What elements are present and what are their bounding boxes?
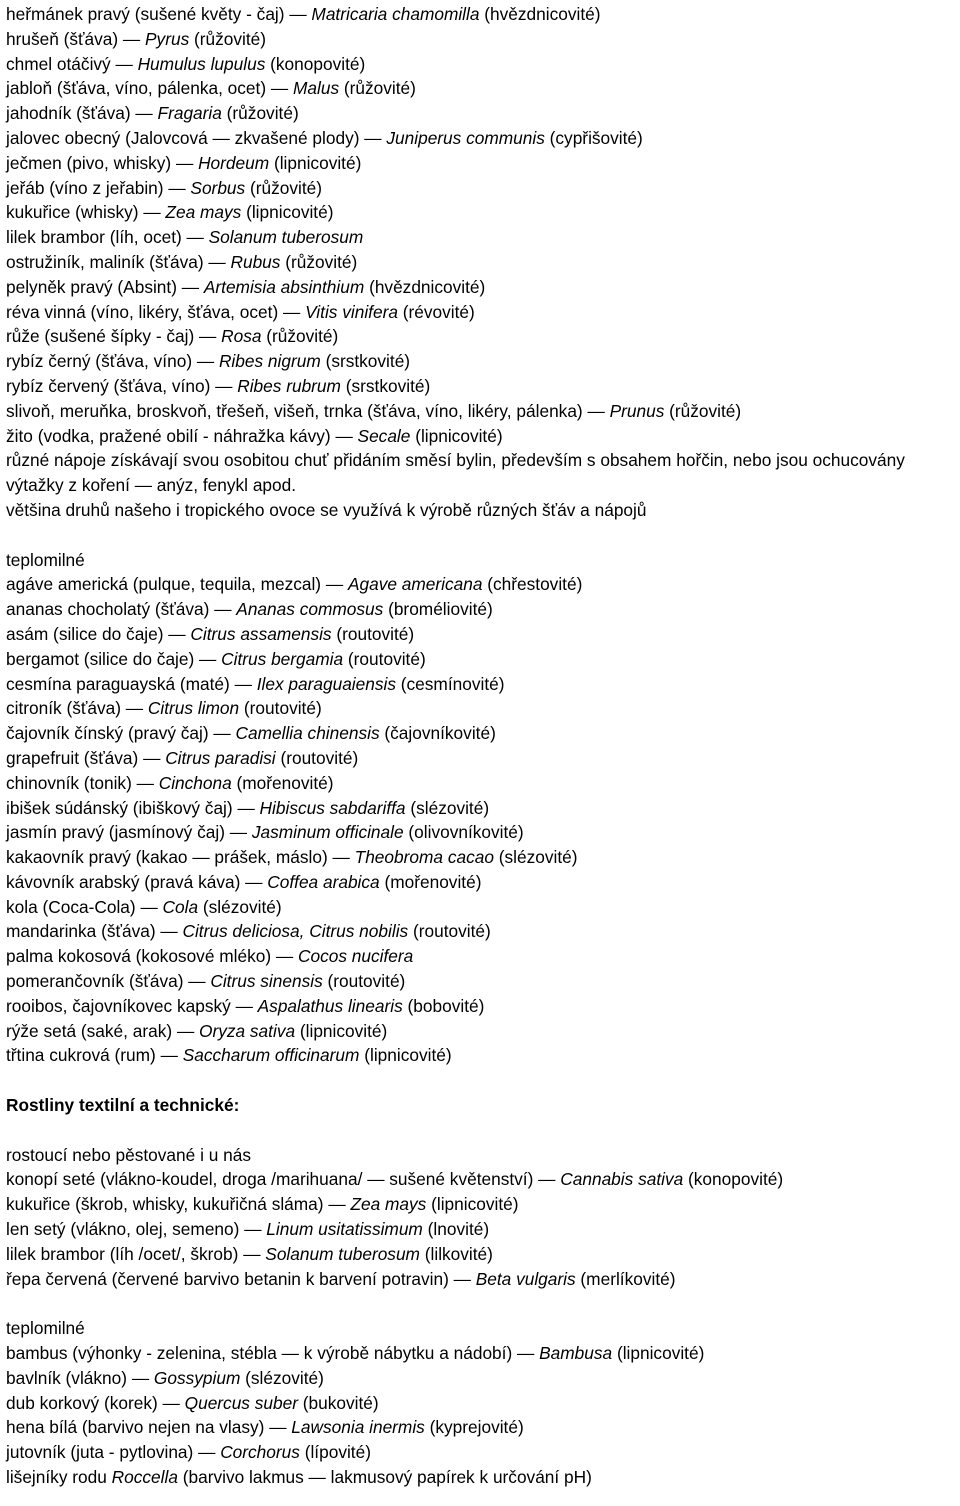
plant-latin-name: Ribes nigrum <box>218 351 321 372</box>
plant-entry <box>6 1341 960 1366</box>
plant-entry <box>6 324 960 349</box>
plant-family: (barvivo lakmus — lakmusový papírek k určování pH) <box>177 1467 592 1488</box>
plant-common-name: hrušeň (šťáva) — <box>6 28 146 49</box>
plant-entry <box>6 275 960 300</box>
plant-common-name: rybíz černý (šťáva, víno) — <box>6 351 219 372</box>
plant-common-name: agáve americká (pulque, tequila, mezcal) — <box>6 574 348 595</box>
plant-common-name: ostružiník, maliník (šťáva) — <box>6 251 231 272</box>
plant-family: (růžovité) <box>221 103 299 124</box>
plant-common-name: kávovník arabský (pravá káva) — <box>6 871 268 892</box>
plant-family: (hvězdnicovité) <box>364 276 486 297</box>
plant-latin-name: Pyrus <box>145 28 190 49</box>
plant-latin-name: Roccella <box>111 1467 178 1488</box>
plant-family: (srstkovité) <box>320 351 411 372</box>
plant-latin-name: Aspalathus linearis <box>257 995 403 1016</box>
plant-family: (slézovité) <box>240 1367 324 1388</box>
plant-entry <box>6 1366 960 1391</box>
plant-common-name: jutovník (juta - pytlovina) — <box>6 1442 221 1463</box>
section-heading-textile: Rostliny textilní a technické: <box>6 1095 240 1116</box>
plant-common-name: kukuřice (škrob, whisky, kukuřičná sláma) — <box>6 1194 351 1215</box>
plant-family: (lipnicovité) <box>241 202 334 223</box>
plant-entry <box>6 1267 960 1292</box>
plant-common-name: grapefruit (šťáva) — <box>6 747 166 768</box>
plant-latin-name: Sorbus <box>190 177 246 198</box>
plant-latin-name: Cannabis sativa <box>560 1169 684 1190</box>
plant-family: (cypřišovité) <box>544 127 643 148</box>
plant-family: (routovité) <box>343 648 426 669</box>
spacer <box>6 523 960 548</box>
plant-family: (révovité) <box>397 301 475 322</box>
textile-plants-native-list <box>6 1167 960 1291</box>
plant-entry <box>6 225 960 250</box>
plant-latin-name: Prunus <box>609 400 665 421</box>
plant-common-name: dub korkový (korek) — <box>6 1392 185 1413</box>
plant-latin-name: Citrus bergamia <box>221 648 344 669</box>
section-label-tropical: teplomilné <box>6 549 85 570</box>
plant-common-name: citroník (šťáva) — <box>6 698 148 719</box>
plant-entry <box>6 1167 960 1192</box>
plant-entry <box>6 1242 960 1267</box>
plant-entry <box>6 721 960 746</box>
plant-latin-name: Hibiscus sabdariffa <box>259 797 406 818</box>
plant-latin-name: Secale <box>357 425 411 446</box>
plant-entry <box>6 870 960 895</box>
plant-latin-name: Coffea arabica <box>267 871 380 892</box>
plant-family: (lipnicovité) <box>295 1020 388 1041</box>
plant-entry <box>6 399 960 424</box>
plant-common-name: kola (Coca-Cola) — <box>6 896 163 917</box>
plant-entry <box>6 647 960 672</box>
plant-latin-name: Quercus suber <box>184 1392 298 1413</box>
plant-family: (kyprejovité) <box>424 1417 524 1438</box>
plant-family: (lipnicovité) <box>269 152 362 173</box>
plant-entry <box>6 1391 960 1416</box>
beverage-plants-native-list <box>6 2 960 448</box>
plant-family: (konopovité) <box>683 1169 784 1190</box>
plant-latin-name: Citrus limon <box>147 698 240 719</box>
plant-common-name: lilek brambor (líh /ocet/, škrob) — <box>6 1243 266 1264</box>
plant-family: (bobovité) <box>402 995 485 1016</box>
plant-family: (cesmínovité) <box>395 673 505 694</box>
plant-latin-name: Rubus <box>230 251 281 272</box>
plant-family: (čajovníkovité) <box>379 723 496 744</box>
plant-entry <box>6 572 960 597</box>
plant-family: (růžovité) <box>664 400 742 421</box>
plant-latin-name: Bambusa <box>539 1343 613 1364</box>
plant-family: (růžovité) <box>280 251 358 272</box>
spacer <box>6 1118 960 1143</box>
plant-entry <box>6 944 960 969</box>
plant-common-name: slivoň, meruňka, broskvoň, třešeň, višeň, trnka (šťáva, víno, likéry, pálenka) — <box>6 400 610 421</box>
plant-family: (růžovité) <box>261 326 339 347</box>
plant-family: (lipnicovité) <box>426 1194 519 1215</box>
plant-common-name: kakaovník pravý (kakao — prášek, máslo) — <box>6 847 355 868</box>
plant-entry <box>6 101 960 126</box>
plant-latin-name: Lawsonia inermis <box>291 1417 425 1438</box>
plant-entry <box>6 1217 960 1242</box>
plant-common-name: kukuřice (whisky) — <box>6 202 166 223</box>
plant-entry <box>6 845 960 870</box>
plant-latin-name: Beta vulgaris <box>475 1268 576 1289</box>
plant-common-name: hena bílá (barvivo nejen na vlasy) — <box>6 1417 292 1438</box>
plant-entry <box>6 820 960 845</box>
plant-common-name: len setý (vlákno, olej, semeno) — <box>6 1219 267 1240</box>
plant-latin-name: Saccharum officinarum <box>182 1045 360 1066</box>
plant-latin-name: Linum usitatissimum <box>266 1219 423 1240</box>
plant-latin-name: Cinchona <box>158 772 232 793</box>
plant-entry <box>6 895 960 920</box>
plant-family: (routovité) <box>275 747 359 768</box>
plant-family: (lipnicovité) <box>359 1045 452 1066</box>
paragraph-flavors: různé nápoje získávají svou osobitou chuť přidáním směsí bylin, především s obsahem hořčin, nebo jsou ochucovány výtažky z koření — anýz, fenykl apod. <box>6 450 905 496</box>
plant-family: (slézovité) <box>198 896 282 917</box>
plant-latin-name: Solanum tuberosum <box>208 227 364 248</box>
plant-common-name: bambus (výhonky - zelenina, stébla — k výrobě nábytku a nádobí) — <box>6 1343 540 1364</box>
plant-latin-name: Fragaria <box>157 103 222 124</box>
plant-latin-name: Rosa <box>221 326 262 347</box>
plant-family: (chřestovité) <box>482 574 583 595</box>
plant-latin-name: Oryza sativa <box>199 1020 296 1041</box>
plant-family: (slézovité) <box>405 797 490 818</box>
plant-entry <box>6 27 960 52</box>
plant-common-name: rooibos, čajovníkovec kapský — <box>6 995 258 1016</box>
plant-latin-name: Citrus assamensis <box>190 623 332 644</box>
plant-latin-name: Ilex paraguaiensis <box>256 673 396 694</box>
plant-common-name: asám (silice do čaje) — <box>6 623 191 644</box>
plant-common-name: chmel otáčivý — <box>6 53 138 74</box>
plant-latin-name: Ananas commosus <box>236 599 384 620</box>
plant-entry <box>6 796 960 821</box>
plant-common-name: bergamot (silice do čaje) — <box>6 648 222 669</box>
plant-entry <box>6 1043 960 1068</box>
textile-plants-tropical-list <box>6 1341 960 1490</box>
plant-latin-name: Ribes rubrum <box>237 375 341 396</box>
plant-common-name: konopí seté (vlákno-koudel, droga /marihuana/ — sušené květenství) — <box>6 1169 561 1190</box>
plant-entry <box>6 969 960 994</box>
plant-family: (mořenovité) <box>231 772 334 793</box>
plant-latin-name: Zea mays <box>165 202 242 223</box>
plant-common-name: lišejníky rodu <box>6 1467 112 1488</box>
plant-latin-name: Citrus paradisi <box>165 747 276 768</box>
plant-entry <box>6 1192 960 1217</box>
plant-latin-name: Jasminum officinale <box>251 822 404 843</box>
plant-entry <box>6 1465 960 1490</box>
plant-latin-name: Humulus lupulus <box>137 53 266 74</box>
plant-family: (konopovité) <box>265 53 366 74</box>
plant-common-name: ananas chocholatý (šťáva) — <box>6 599 237 620</box>
plant-entry <box>6 672 960 697</box>
plant-common-name: chinovník (tonik) — <box>6 772 159 793</box>
plant-common-name: žito (vodka, pražené obilí - náhražka kávy) — <box>6 425 358 446</box>
plant-entry <box>6 1440 960 1465</box>
plant-common-name: palma kokosová (kokosové mléko) — <box>6 946 298 967</box>
plant-entry <box>6 374 960 399</box>
plant-latin-name: Camellia chinensis <box>235 723 380 744</box>
plant-common-name: jalovec obecný (Jalovcová — zkvašené plody) — <box>6 127 387 148</box>
plant-common-name: růže (sušené šípky - čaj) — <box>6 326 222 347</box>
plant-family: (broméliovité) <box>383 599 493 620</box>
plant-entry <box>6 176 960 201</box>
plant-latin-name: Artemisia absinthium <box>203 276 365 297</box>
plant-family: (srstkovité) <box>340 375 431 396</box>
plant-common-name: heřmánek pravý (sušené květy - čaj) — <box>6 4 312 24</box>
plant-latin-name: Vitis vinifera <box>305 301 398 322</box>
plant-family: (lípovité) <box>299 1442 371 1463</box>
plant-common-name: rýže setá (saké, arak) — <box>6 1020 200 1041</box>
plant-common-name: jahodník (šťáva) — <box>6 103 158 124</box>
plant-family: (růžovité) <box>339 78 416 99</box>
spacer <box>6 1291 960 1316</box>
plant-entry <box>6 300 960 325</box>
plant-common-name: pomerančovník (šťáva) — <box>6 971 211 992</box>
plant-family: (mořenovité) <box>379 871 482 892</box>
plant-family: (hvězdnicovité) <box>479 4 601 24</box>
plant-family: (slézovité) <box>493 847 578 868</box>
paragraph-fruit: většina druhů našeho i tropického ovoce se využívá k výrobě různých šťáv a nápojů <box>6 499 647 520</box>
plant-family: (routovité) <box>408 921 491 942</box>
plant-entry <box>6 349 960 374</box>
plant-latin-name: Theobroma cacao <box>354 847 494 868</box>
plant-common-name: řepa červená (červené barvivo betanin k barvení potravin) — <box>6 1268 476 1289</box>
plant-entry <box>6 2 960 27</box>
plant-entry <box>6 994 960 1019</box>
plant-common-name: čajovník čínský (pravý čaj) — <box>6 723 236 744</box>
plant-common-name: lilek brambor (líh, ocet) — <box>6 227 209 248</box>
plant-family: (lipnicovité) <box>612 1343 705 1364</box>
plant-family: (routovité) <box>331 623 415 644</box>
plant-family: (routovité) <box>322 971 406 992</box>
plant-latin-name: Corchorus <box>220 1442 300 1463</box>
plant-family: (lnovité) <box>422 1219 490 1240</box>
plant-common-name: ibišek súdánský (ibiškový čaj) — <box>6 797 260 818</box>
plant-entry <box>6 622 960 647</box>
plant-family: (lilkovité) <box>419 1243 493 1264</box>
plant-common-name: cesmína paraguayská (maté) — <box>6 673 257 694</box>
plant-latin-name: Hordeum <box>198 152 270 173</box>
plant-entry <box>6 200 960 225</box>
plant-latin-name: Malus <box>292 78 340 99</box>
plant-entry <box>6 52 960 77</box>
plant-entry <box>6 424 960 449</box>
plant-common-name: bavlník (vlákno) — <box>6 1367 154 1388</box>
plant-entry <box>6 597 960 622</box>
plant-entry <box>6 126 960 151</box>
beverage-plants-tropical-list <box>6 572 960 1068</box>
section-label-native: rostoucí nebo pěstované i u nás <box>6 1144 251 1165</box>
plant-common-name: třtina cukrová (rum) — <box>6 1045 183 1066</box>
plant-latin-name: Juniperus communis <box>386 127 545 148</box>
plant-entry <box>6 76 960 101</box>
plant-family: (bukovité) <box>297 1392 379 1413</box>
plant-family: (lipnicovité) <box>410 425 503 446</box>
plant-family: (routovité) <box>239 698 322 719</box>
spacer <box>6 1068 960 1093</box>
plant-latin-name: Matricaria chamomilla <box>311 4 480 24</box>
plant-latin-name: Gossypium <box>153 1367 241 1388</box>
plant-family: (olivovníkovité) <box>403 822 524 843</box>
plant-common-name: pelyněk pravý (Absint) — <box>6 276 204 297</box>
plant-common-name: mandarinka (šťáva) — <box>6 921 183 942</box>
plant-common-name: réva vinná (víno, likéry, šťáva, ocet) — <box>6 301 306 322</box>
plant-latin-name: Cola <box>162 896 199 917</box>
plant-latin-name: Agave americana <box>347 574 483 595</box>
plant-entry <box>6 919 960 944</box>
plant-common-name: rybíz červený (šťáva, víno) — <box>6 375 238 396</box>
plant-entry <box>6 151 960 176</box>
plant-entry <box>6 771 960 796</box>
plant-entry <box>6 1415 960 1440</box>
plant-entry <box>6 1019 960 1044</box>
plant-family: (růžovité) <box>245 177 323 198</box>
plant-entry <box>6 696 960 721</box>
plant-common-name: jabloň (šťáva, víno, pálenka, ocet) — <box>6 78 293 99</box>
plant-latin-name: Citrus sinensis <box>210 971 323 992</box>
section-label-tropical-2: teplomilné <box>6 1318 85 1339</box>
plant-family: (merlíkovité) <box>575 1268 676 1289</box>
plant-entry <box>6 250 960 275</box>
plant-common-name: jeřáb (víno z jeřabin) — <box>6 177 191 198</box>
plant-latin-name: Solanum tuberosum <box>265 1243 420 1264</box>
plant-family: (růžovité) <box>189 28 267 49</box>
plant-latin-name: Cocos nucifera <box>297 946 414 967</box>
plant-common-name: jasmín pravý (jasmínový čaj) — <box>6 822 252 843</box>
plant-entry <box>6 746 960 771</box>
plant-latin-name: Zea mays <box>350 1194 427 1215</box>
plant-latin-name: Citrus deliciosa, Citrus nobilis <box>182 921 409 942</box>
plant-common-name: ječmen (pivo, whisky) — <box>6 152 199 173</box>
